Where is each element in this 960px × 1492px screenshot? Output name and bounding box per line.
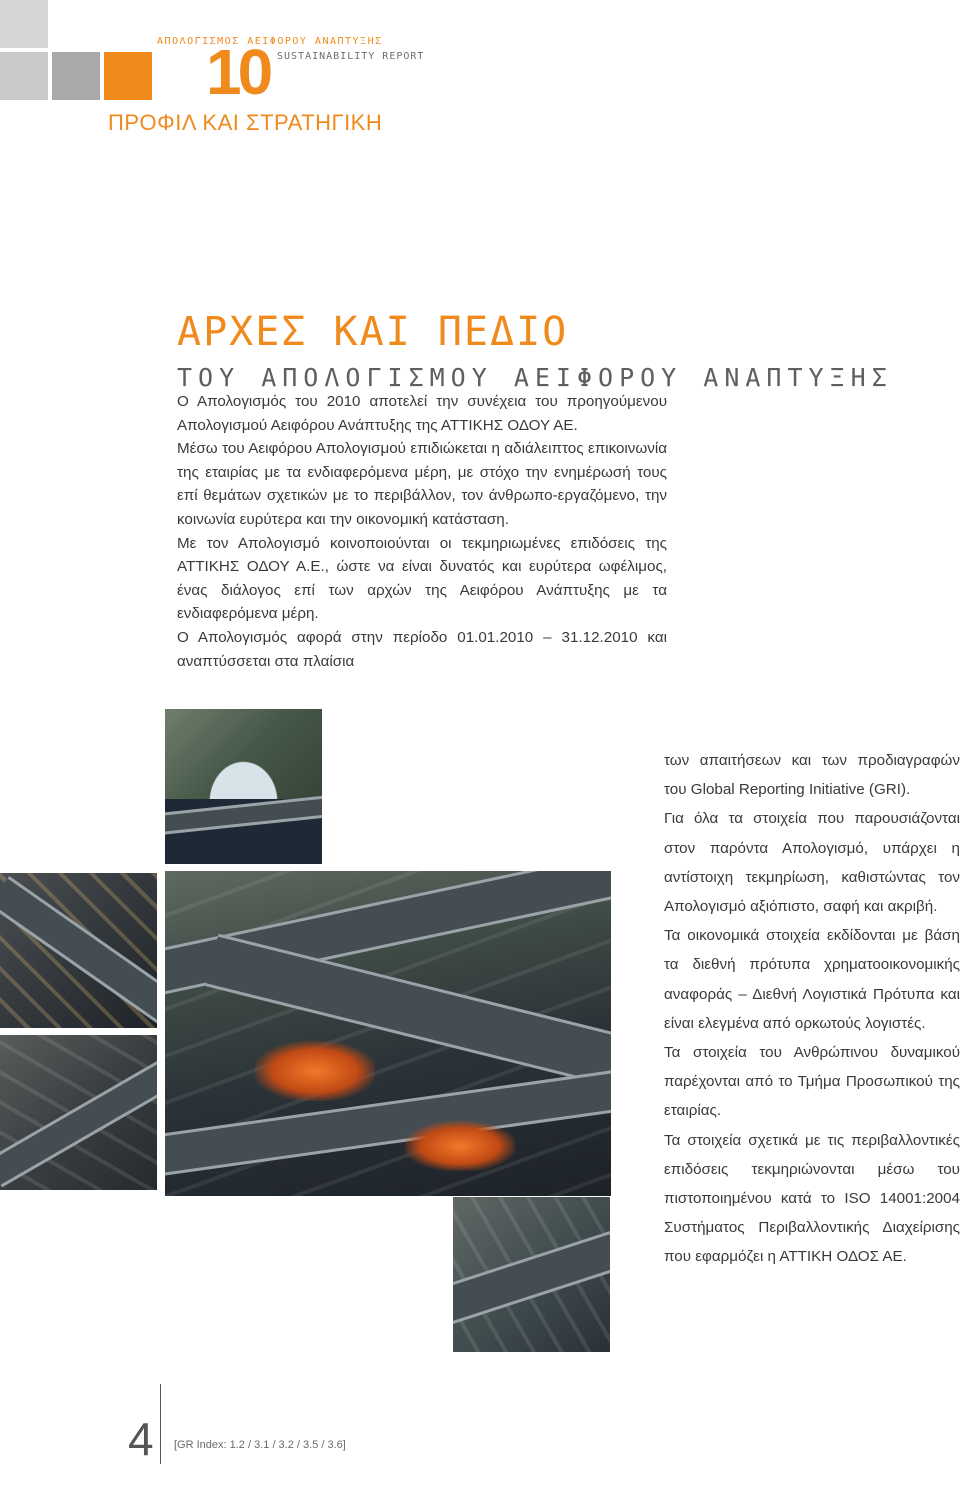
intro-paragraph-2: Μέσω του Αειφόρου Απολογισμού επιδιώκεται η αδιάλειπτος επικοινωνία της εταιρίας με τα ενδιαφερόμενα μέρη, με στόχο την ενημέρωσή τους επί θεμάτων σχετικών με το περιβάλλον, τον άνθρωπο-εργαζόμενο, την κοινωνία ευρύτερα και την οικονομική κατάσταση. bbox=[177, 440, 667, 528]
right-paragraph-1: των απαιτήσεων και των προδιαγραφών του Global Reporting Initiative (GRI). bbox=[664, 752, 960, 799]
header-square-grey bbox=[0, 52, 48, 100]
photo-toll-station bbox=[165, 709, 322, 864]
page-title: ΑΡΧΕΣ ΚΑΙ ΠΕΔΙΟ bbox=[177, 309, 569, 355]
intro-text bbox=[177, 390, 667, 673]
page-number: 4 bbox=[128, 1413, 154, 1465]
header-square-light bbox=[0, 0, 48, 48]
photo-highway-interchange bbox=[165, 871, 611, 1196]
report-title-greek: ΑΠΟΛΟΓΙΣΜΟΣ ΑΕΙΦΟΡΟΥ ΑΝΑΠΤΥΞΗΣ bbox=[157, 36, 383, 47]
footer-divider bbox=[160, 1384, 161, 1464]
right-paragraph-3: Τα οικονομικά στοιχεία εκδίδονται με βάση τα διεθνή πρότυπα χρηματοοικονομικής αναφοράς – Διεθνή Λογιστικά Πρότυπα και είναι ελεγμένα από ορκωτούς λογιστές. bbox=[664, 927, 960, 1032]
photo-highway-lanes bbox=[453, 1197, 610, 1352]
right-paragraph-5: Τα στοιχεία σχετικά με τις περιβαλλοντικές επιδόσεις τεκμηριώνονται μέσω του πιστοποιημένου κατά το ISO 14001:2004 Συστήματος Περιβαλλοντικής Διαχείρισης που εφαρμόζει η ΑΤΤΙΚΗ ΟΔΟΣ ΑΕ. bbox=[664, 1131, 960, 1266]
intro-paragraph-3: Με τον Απολογισμό κοινοποιούνται οι τεκμηριωμένες επιδόσεις της ΑΤΤΙΚΗΣ ΟΔΟΥ Α.Ε., ώστε να είναι δυνατός και ευρύτερα ωφέλιμος, ένας διάλογος επί των αρχών της Αειφόρου Ανάπτυξης με τα ενδιαφερόμενα μέρη. bbox=[177, 534, 667, 623]
photo-traffic-left-top bbox=[0, 873, 157, 1028]
page-subtitle: ΤΟΥ ΑΠΟΛΟΓΙΣΜΟΥ ΑΕΙΦΟΡΟΥ ΑΝΑΠΤΥΞΗΣ bbox=[177, 363, 893, 392]
report-year: 10 bbox=[206, 36, 270, 108]
section-title: ΠΡΟΦΙΛ ΚΑΙ ΣΤΡΑΤΗΓΙΚΗ bbox=[108, 110, 383, 135]
photo-traffic-left-bottom bbox=[0, 1035, 157, 1190]
right-paragraph-4: Τα στοιχεία του Ανθρώπινου δυναμικού παρέχονται από το Τμήμα Προσωπικού της εταιρίας. bbox=[664, 1044, 960, 1120]
intro-paragraph-1: Ο Απολογισμός του 2010 αποτελεί την συνέχεια του προηγούμενου Απολογισμού Αειφόρου Ανάπτυξης της ΑΤΤΙΚΗΣ ΟΔΟΥ ΑΕ. bbox=[177, 393, 667, 434]
continued-text bbox=[664, 746, 960, 1272]
header-square-orange bbox=[104, 52, 152, 100]
header-square-dark bbox=[52, 52, 100, 100]
gri-index-reference: [GR Index: 1.2 / 3.1 / 3.2 / 3.5 / 3.6] bbox=[174, 1439, 346, 1451]
right-paragraph-2: Για όλα τα στοιχεία που παρουσιάζονται στον παρόντα Απολογισμό, υπάρχει η αντίστοιχη τεκμηρίωση, καθιστώντας τον Απολογισμό αξιόπιστο, σαφή και ακριβή. bbox=[664, 810, 960, 916]
report-title-english: SUSTAINABILITY REPORT bbox=[277, 51, 425, 62]
intro-paragraph-4: Ο Απολογισμός αφορά στην περίοδο 01.01.2010 – 31.12.2010 και αναπτύσσεται στα πλαίσια bbox=[177, 628, 667, 670]
